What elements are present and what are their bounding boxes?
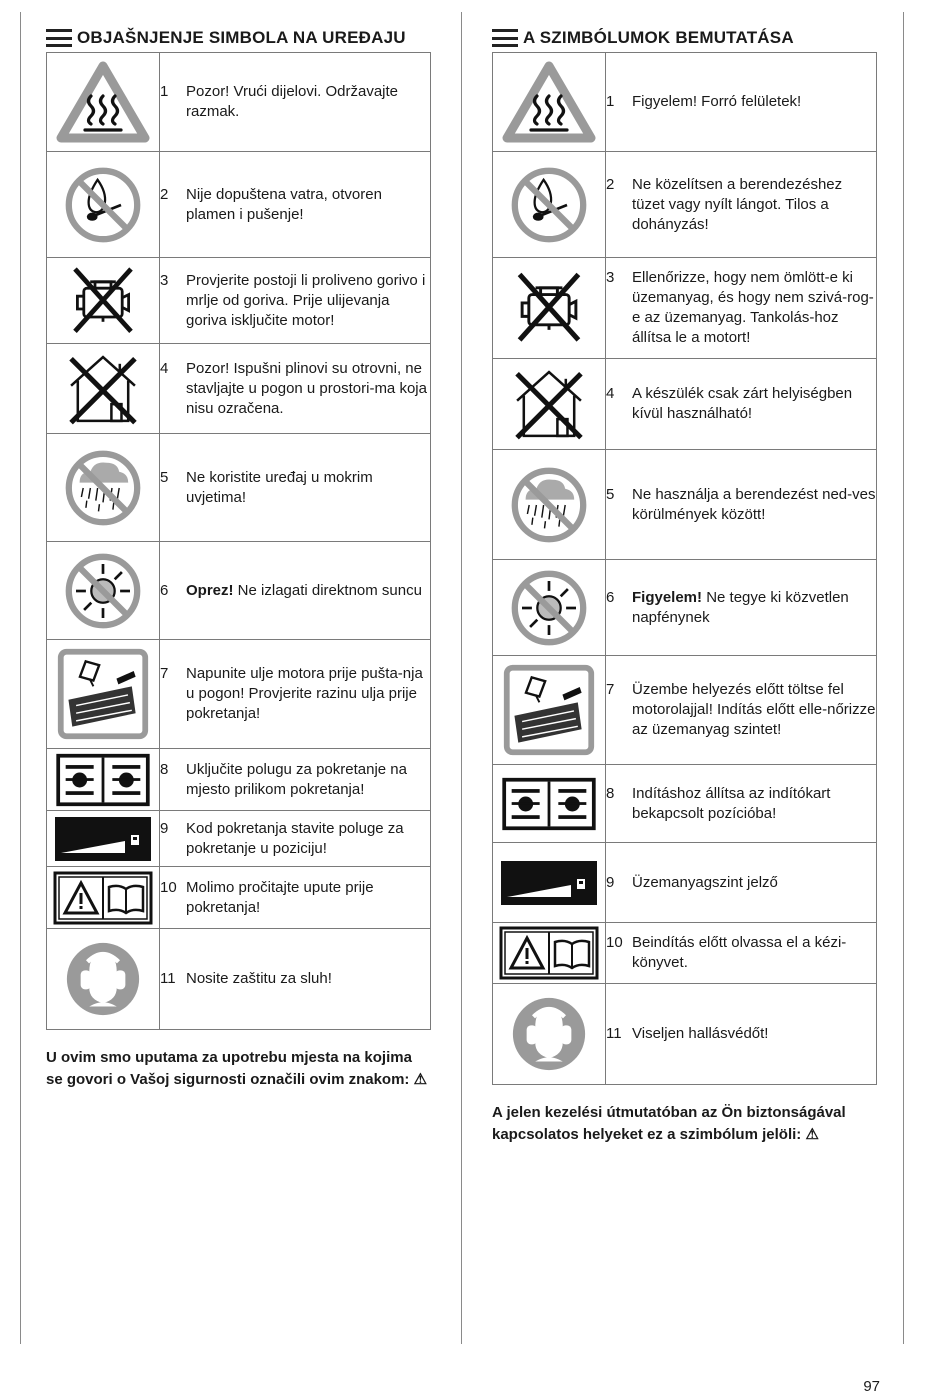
table-row <box>47 434 431 542</box>
fuel-level-icon <box>499 859 599 907</box>
item-number: 5 <box>606 485 615 503</box>
right-section-title: A SZIMBÓLUMOK BEMUTATÁSA <box>523 28 794 47</box>
item-text: Pozor! Ispušni plinovi su otrovni, ne stavljajte u pogon u prostori-ma koja nisu ozračena. <box>186 359 427 417</box>
table-row <box>47 258 431 344</box>
right-column-heading <box>492 24 877 52</box>
no-rain-icon <box>504 460 594 550</box>
item-number: 1 <box>160 83 169 100</box>
section-bars-icon <box>46 29 72 47</box>
hot-surface-warning-icon <box>499 57 599 147</box>
item-number: 2 <box>606 175 615 193</box>
no-sunlight-icon <box>504 563 594 653</box>
item-text: Kod pokretanja stavite poluge za pokretanje u poziciju! <box>186 819 404 857</box>
no-rain-icon <box>58 443 148 533</box>
item-text: Provjerite postoji li proliveno gorivo i mrlje od goriva. Prije ulijevanja goriva isključite motor! <box>186 271 426 329</box>
item-number: 6 <box>160 581 169 599</box>
table-row <box>47 53 431 152</box>
item-number: 3 <box>160 271 169 289</box>
item-text: Ne közelítsen a berendezéshez tüzet vagy nyílt lángot. Tilos a dohányzás! <box>632 175 843 233</box>
no-indoor-use-icon <box>61 347 145 431</box>
item-text: Uključite polugu za pokretanje na mjesto prilikom pokretanja! <box>186 760 407 798</box>
table-row <box>493 843 877 923</box>
item-number: 4 <box>160 359 169 377</box>
table-row <box>47 152 431 258</box>
item-text: Ellenőrizze, hogy nem ömlött-e ki üzemanyag, és hogy nem szivá-rog-e az üzemanyag. Tankolás-hoz állítsa le a motort! <box>632 269 874 346</box>
item-text: Ne koristite uređaj u mokrim uvjetima! <box>186 468 373 506</box>
table-row <box>493 560 877 656</box>
table-row <box>493 984 877 1085</box>
table-row <box>493 656 877 765</box>
item-text: Viseljen hallásvédőt! <box>632 1025 769 1042</box>
section-bars-icon <box>492 29 518 47</box>
item-text: A készülék csak zárt helyiségben kívül használható! <box>632 385 853 422</box>
engine-off-icon <box>507 266 591 350</box>
item-number: 10 <box>160 878 177 896</box>
item-number: 6 <box>606 588 615 606</box>
table-row <box>47 749 431 811</box>
item-text: Beindítás előtt olvassa el a kézi-könyvet. <box>632 934 847 971</box>
table-row <box>47 344 431 434</box>
item-number: 10 <box>606 934 623 951</box>
safety-note: A jelen kezelési útmutatóban az Ön biztonságával kapcsolatos helyeket ez a szimbólum jelöli: ⚠ <box>492 1104 846 1143</box>
item-number: 8 <box>160 760 169 778</box>
item-text: Oprez! Ne izlagati direktnom suncu <box>186 581 422 599</box>
center-column-rule <box>461 12 462 1344</box>
item-text: Nije dopuštena vatra, otvoren plamen i pušenje! <box>186 185 382 223</box>
item-text: Ne használja a berendezést ned-ves körülmények között! <box>632 485 876 523</box>
table-row <box>47 929 431 1030</box>
read-manual-icon <box>499 926 599 980</box>
no-indoor-use-icon <box>507 362 591 446</box>
table-row <box>493 923 877 984</box>
start-lever-icon <box>499 776 599 832</box>
right-symbol-table <box>492 52 877 1085</box>
no-open-flame-icon <box>58 160 148 250</box>
item-text: Pozor! Vrući dijelovi. Održavajte razmak. <box>186 83 399 120</box>
right-margin-rule <box>903 12 904 1344</box>
item-text: Nosite zaštitu za sluh! <box>186 970 332 987</box>
left-column-heading <box>46 24 431 52</box>
table-row <box>47 640 431 749</box>
item-text: Napunite ulje motora prije pušta-nja u pogon! Provjerite razinu ulja prije pokretanja! <box>186 665 423 722</box>
left-margin-rule <box>20 12 21 1344</box>
left-column-croatian <box>46 24 431 1091</box>
left-section-title: OBJAŠNJENJE SIMBOLA NA UREĐAJU <box>77 28 406 47</box>
item-number: 9 <box>606 873 615 891</box>
item-number: 8 <box>606 784 615 802</box>
item-text: Üzembe helyezés előtt töltse fel motorolajjal! Indítás előtt elle-nőrizze az üzemanyag szintet! <box>632 681 876 738</box>
item-number: 2 <box>160 185 169 203</box>
no-sunlight-icon <box>58 546 148 636</box>
table-row <box>47 542 431 640</box>
page-number: 97 <box>863 1378 880 1395</box>
read-manual-icon <box>53 871 153 925</box>
engine-off-icon <box>61 261 145 341</box>
fill-oil-icon <box>55 646 151 742</box>
item-number: 7 <box>606 681 615 698</box>
safety-note: U ovim smo uputama za upotrebu mjesta na kojima se govori o Vašoj sigurnosti označili ovim znakom: ⚠ <box>46 1049 428 1088</box>
right-column-hungarian <box>492 24 877 1146</box>
table-row <box>47 867 431 929</box>
item-number: 3 <box>606 269 615 286</box>
item-number: 11 <box>606 1025 622 1042</box>
item-number: 9 <box>160 819 169 837</box>
ear-protection-icon <box>60 936 146 1022</box>
start-lever-icon <box>53 752 153 808</box>
left-symbol-table <box>46 52 431 1030</box>
table-row <box>493 53 877 152</box>
table-row <box>493 258 877 359</box>
table-row <box>493 359 877 450</box>
item-number: 1 <box>606 93 615 110</box>
fuel-level-icon <box>53 815 153 863</box>
item-number: 4 <box>606 385 615 402</box>
item-number: 7 <box>160 665 169 682</box>
no-open-flame-icon <box>504 160 594 250</box>
item-text: Molimo pročitajte upute prije pokretanja! <box>186 878 374 916</box>
fill-oil-icon <box>501 662 597 758</box>
item-number: 11 <box>160 970 176 987</box>
item-text: Figyelem! Forró felületek! <box>632 93 802 110</box>
item-text: Indításhoz állítsa az indítókart bekapcsolt pozícióba! <box>632 784 831 822</box>
item-text: Figyelem! Ne tegye ki közvetlen napfénynek <box>632 588 849 626</box>
item-text: Üzemanyagszint jelző <box>632 873 778 891</box>
ear-protection-icon <box>506 991 592 1077</box>
table-row <box>47 811 431 867</box>
table-row <box>493 450 877 560</box>
table-row <box>493 152 877 258</box>
item-number: 5 <box>160 468 169 486</box>
hot-surface-warning-icon <box>53 57 153 147</box>
table-row <box>493 765 877 843</box>
